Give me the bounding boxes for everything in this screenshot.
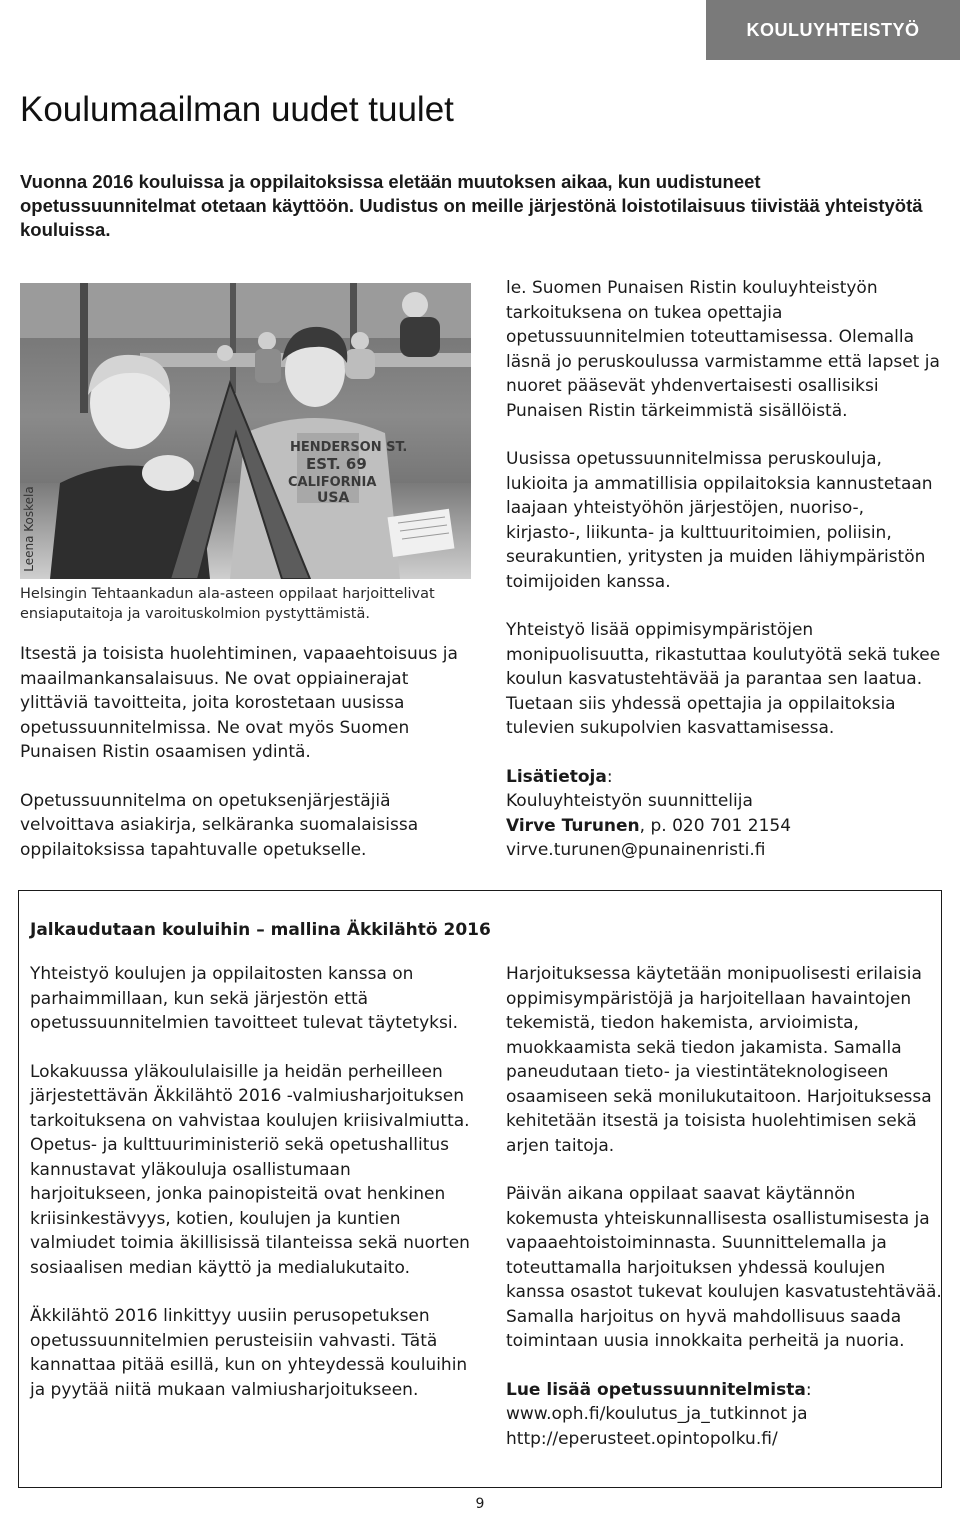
page-number: 9	[475, 1496, 485, 1512]
lead-paragraph: Vuonna 2016 kouluissa ja oppilaitoksissa eletään muutoksen aikaa, kun uudistuneet opetussuunnitelmat otetaan käyttöön. Uudistus on meille järjestönä loistotilaisuus tiivistää yhteistyötä kouluissa.	[20, 171, 923, 240]
contact-label-colon: :	[606, 766, 613, 787]
contact-block	[506, 765, 942, 863]
more-info-block	[506, 1378, 942, 1452]
box-right-paragraph-2: Päivän aikana oppilaat saavat käytännön kokemusta yhteiskunnallisesta osallistumisesta ja vapaaehtoistoiminnasta. Suunnittelemalla ja toteuttamalla harjoituksen yhdessä koulujen kanssa osastot tukevat koulujen kasvatustehtävää. Samalla harjoitus on hyvä mahdollisuus saada toimintaan uusia innokkaita perheitä ja nuoria.	[506, 1184, 942, 1351]
link-oph[interactable]: www.oph.fi/koulutus_ja_tutkinnot ja	[506, 1404, 808, 1424]
box-left-column	[30, 962, 470, 1426]
left-paragraph-1: Itsestä ja toisista huolehtiminen, vapaaehtoisuus ja maailmankansalaisuus. Ne ovat oppiainerajat ylittäviä tavoitteita, joita korostetaan uusissa opetussuunnitelmissa. Ne ovat myös Suomen Punaisen Ristin osaamisen ydintä.	[20, 644, 458, 762]
photo-caption: Helsingin Tehtaankadun ala-asteen oppilaat harjoittelivat ensiaputaitoja ja varoituskolmion pystyttämistä.	[20, 586, 435, 622]
contact-label: Lisätietoja	[506, 766, 607, 787]
left-column	[20, 642, 475, 886]
contact-email[interactable]: virve.turunen@punainenristi.fi	[506, 840, 766, 860]
contact-role: Kouluyhteistyön suunnittelija	[506, 791, 753, 811]
section-tag: KOULUYHTEISTYÖ	[706, 0, 960, 60]
right-column	[506, 276, 942, 863]
svg-text:EST. 69: EST. 69	[306, 455, 367, 473]
box-left-paragraph-2: Lokakuussa yläkoululaisille ja heidän perheilleen järjestettävän Äkkilähtö 2016 -valmiusharjoituksen tarkoituksena on vahvistaa koulujen kriisivalmiutta. Opetus- ja kulttuuriministeriö sekä opetushallitus kannustavat yläkouluja osallistumaan harjoitukseen, jonka painopisteitä ovat henkinen kriisinkestävyys, kotien, koulujen ja kuntien valmiudet toimia äkillisissä tilanteissa sekä nuorten sosiaalisen median käyttö ja medialukutaito.	[30, 1061, 470, 1278]
contact-name: Virve Turunen	[506, 815, 640, 836]
more-info-label: Lue lisää opetussuunnitelmista	[506, 1379, 806, 1400]
right-paragraph-3: Yhteistyö lisää oppimisympäristöjen monipuolisuutta, rikastuttaa koulutyötä sekä tukee koulun kasvatustehtävää ja parantaa sen laatua. Tuetaan siis yhdessä opettajia ja oppilaitoksia tulevien sukupolvien kasvattamisessa.	[506, 620, 941, 738]
box-left-paragraph-1: Yhteistyö koulujen ja oppilaitosten kanssa on parhaimmillaan, kun sekä järjestön että opetussuunnitelmien tavoitteet tulevat täytetyksi.	[30, 964, 458, 1033]
box-title: Jalkaudutaan kouluihin – mallina Äkkilähtö 2016	[30, 920, 491, 940]
box-left-paragraph-3: Äkkilähtö 2016 linkittyy uusiin perusopetuksen opetussuunnitelmien perusteisiin vahvasti. Tätä kannattaa pitää esillä, kun on yhteydessä kouluihin ja pyytää niitä mukaan valmiusharjoitukseen.	[30, 1306, 468, 1400]
left-paragraph-2: Opetussuunnitelma on opetuksenjärjestäjiä velvoittava asiakirja, selkäranka suomalaisissa oppilaitoksissa tapahtuvalle opetukselle.	[20, 790, 419, 860]
photo-credit: Leena Koskela	[22, 486, 36, 572]
right-paragraph-2: Uusissa opetussuunnitelmissa peruskouluja, lukioita ja ammatillisia oppilaitoksia kannustetaan laajaan yhteistyöhön järjestöjen, nuoriso-, kirjasto-, liikunta- ja kulttuuritoimien, poliisin, seurakuntien, yritysten ja muiden lähiympäristön toimijoiden kanssa.	[506, 449, 933, 592]
svg-text:CALIFORNIA: CALIFORNIA	[288, 475, 377, 490]
box-right-column	[506, 962, 942, 1451]
svg-text:USA: USA	[317, 490, 350, 506]
box-right-paragraph-1: Harjoituksessa käytetään monipuolisesti erilaisia oppimisympäristöjä ja harjoitellaan havaintojen tekemistä, tiedon hakemista, arvioimista, muokkaamista sekä tiedon jakamista. Samalla paneudutaan tieto- ja viestintäteknologiseen osaamiseen sekä monilukutaitoon. Harjoituksessa kehitetään itsestä ja toisista huolehtimisen sekä arjen taitoja.	[506, 964, 932, 1156]
photo-children-warning-triangle	[20, 283, 471, 579]
page-title: Koulumaailman uudet tuulet	[20, 90, 454, 129]
svg-text:HENDERSON ST.: HENDERSON ST.	[290, 440, 408, 455]
right-paragraph-1: le. Suomen Punaisen Ristin kouluyhteistyön tarkoituksena on tukea opettajia opetussuunnitelmien toteuttamisessa. Olemalla läsnä jo peruskoulussa varmistamme että lapset ja nuoret pääsevät yhdenvertaisesti osallisiksi Punaisen Ristin tärkeimmistä sisällöistä.	[506, 278, 940, 421]
contact-phone: , p. 020 701 2154	[639, 815, 792, 836]
link-eperusteet[interactable]: http://eperusteet.opintopolku.fi/	[506, 1428, 778, 1449]
more-info-colon: :	[805, 1379, 812, 1400]
